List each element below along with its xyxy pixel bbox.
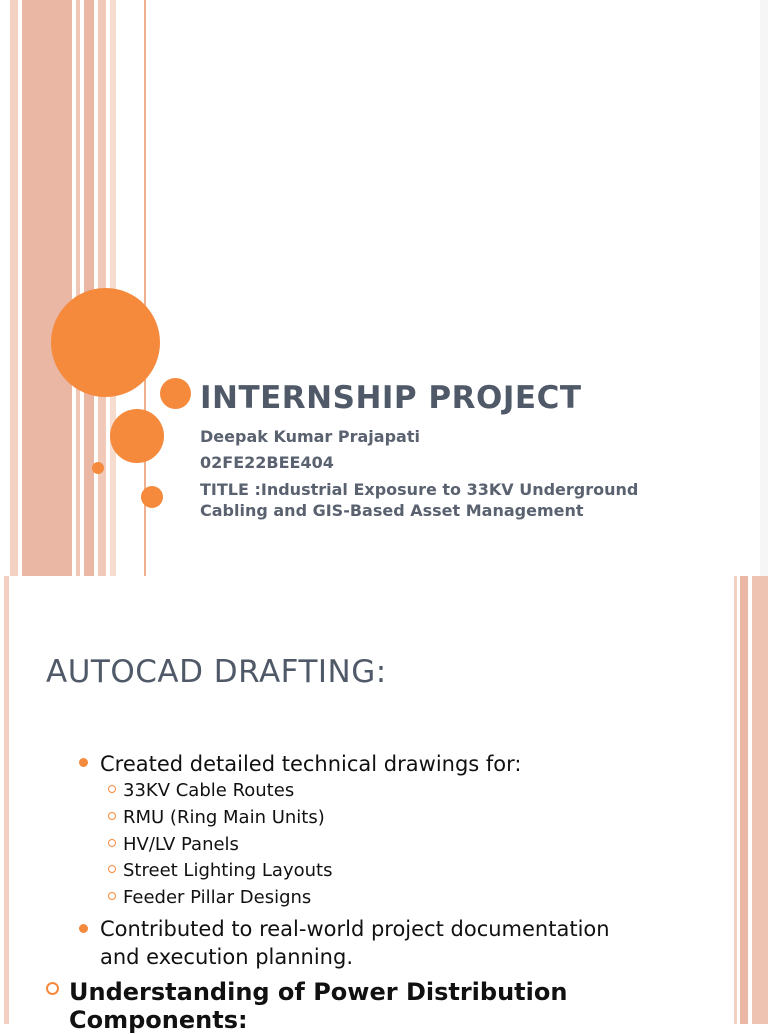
- sub-bullet-text: HV/LV Panels: [123, 834, 239, 855]
- sub-bullet-text: Feeder Pillar Designs: [123, 887, 312, 908]
- sub-bullet-ring: [108, 812, 116, 820]
- decor-stripe: [4, 576, 9, 1024]
- decor-circle: [160, 378, 191, 409]
- decor-circle: [92, 462, 104, 474]
- sub-bullet-ring: [108, 865, 116, 873]
- section-bullet-ring: [46, 982, 59, 995]
- section-heading: AUTOCAD DRAFTING:: [46, 654, 387, 690]
- bullet-dot: [79, 758, 88, 767]
- author-name: Deepak Kumar Prajapati: [200, 427, 420, 446]
- decor-stripe: [22, 0, 72, 576]
- decor-circle: [51, 288, 160, 397]
- section-subheading-line-2: Components:: [69, 1006, 248, 1034]
- decor-stripe: [752, 576, 768, 1024]
- decor-stripe: [10, 0, 18, 576]
- slide-title: INTERNSHIP PROJECT: [200, 380, 582, 416]
- decor-stripe: [740, 576, 748, 1024]
- bullet-text-line-2: and execution planning.: [100, 945, 353, 969]
- bullet-text-line-1: Contributed to real-world project documentation: [100, 917, 610, 941]
- decor-stripe: [84, 0, 94, 576]
- project-title-line-2: Cabling and GIS-Based Asset Management: [200, 501, 584, 520]
- sub-bullet-ring: [108, 785, 116, 793]
- bullet-text: Created detailed technical drawings for:: [100, 752, 522, 776]
- sub-bullet-ring: [108, 839, 116, 847]
- project-title-line-1: TITLE :Industrial Exposure to 33KV Underground: [200, 480, 639, 499]
- sub-bullet-text: 33KV Cable Routes: [123, 780, 295, 801]
- decor-circle: [110, 409, 164, 463]
- decor-stripe: [760, 0, 768, 576]
- sub-bullet-ring: [108, 892, 116, 900]
- decor-stripe: [76, 0, 80, 576]
- bullet-dot: [79, 924, 88, 933]
- sub-bullet-text: RMU (Ring Main Units): [123, 807, 325, 828]
- decor-stripe: [734, 576, 737, 1024]
- student-id: 02FE22BEE404: [200, 453, 334, 472]
- sub-bullet-text: Street Lighting Layouts: [123, 860, 333, 881]
- section-subheading-line-1: Understanding of Power Distribution: [69, 978, 568, 1006]
- decor-circle: [141, 486, 163, 508]
